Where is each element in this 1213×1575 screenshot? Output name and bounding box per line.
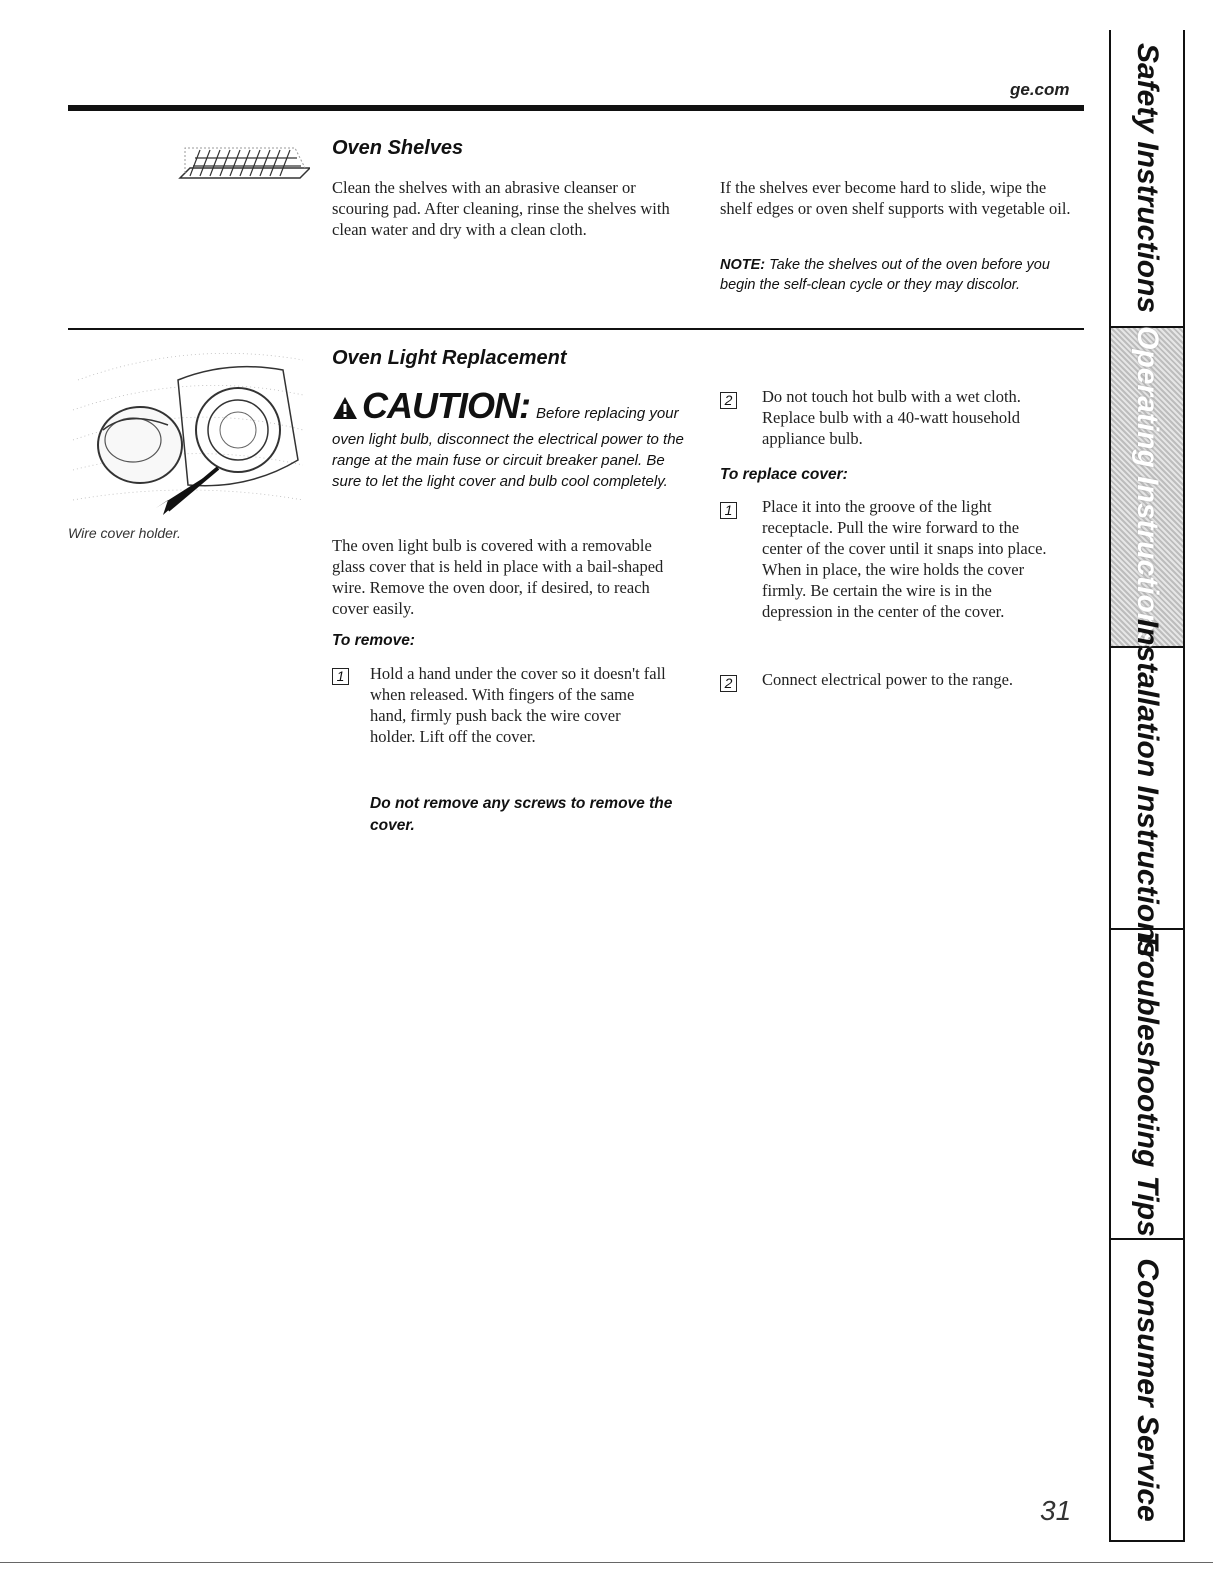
- oven-shelves-heading: Oven Shelves: [332, 137, 464, 159]
- tab-troubleshooting-label: Troubleshooting Tips: [1131, 931, 1164, 1237]
- tab-safety-instructions[interactable]: [1111, 30, 1183, 328]
- top-rule: [68, 105, 1084, 111]
- tab-operating-label: Operating Instructions: [1131, 326, 1164, 648]
- note-body: Take the shelves out of the oven before you begin the self-clean cycle or they may discolor.: [720, 257, 1050, 293]
- illustration-caption: Wire cover holder.: [68, 525, 181, 541]
- step-1-box: 1: [332, 668, 349, 685]
- oven-light-illustration: [68, 340, 308, 524]
- note-label: NOTE:: [720, 257, 766, 273]
- shelves-sliding-text: If the shelves ever become hard to slide, wipe the shelf edges or oven shelf supports with vegetable oil.: [720, 178, 1071, 218]
- shelves-note: [720, 255, 1060, 295]
- replace-step-1-text: Place it into the groove of the light receptacle. Pull the wire forward to the center of the cover until it snaps into place. When in place, the wire holds the cover firmly. Be certain the wire is in the depression in the center of the cover.: [762, 497, 1047, 621]
- site-url: ge.com: [1010, 80, 1070, 99]
- tab-consumer-service[interactable]: [1111, 1240, 1183, 1542]
- tab-consumer-label: Consumer Service: [1131, 1258, 1164, 1522]
- tab-troubleshooting-tips[interactable]: [1111, 930, 1183, 1240]
- step-2-box: 2: [720, 392, 737, 409]
- oven-shelf-illustration: [165, 128, 310, 194]
- caution-label: CAUTION:: [362, 385, 530, 426]
- bulb-step-2-text: Do not touch hot bulb with a wet cloth. Replace bulb with a 40-watt household appliance bulb.: [762, 387, 1021, 448]
- page-number: 31: [1040, 1495, 1072, 1526]
- caution-intro: Before replacing your: [535, 405, 679, 422]
- bottom-rule: [0, 1562, 1213, 1563]
- section-divider: [68, 328, 1084, 330]
- tab-safety-label: Safety Instructions: [1131, 42, 1164, 314]
- replace-step-1-box: 1: [720, 502, 737, 519]
- replace-step-2-text: Connect electrical power to the range.: [762, 670, 1014, 689]
- caution-text: oven light bulb, disconnect the electrical power to the range at the main fuse or circuit breaker panel. Be sure to let the light cover and bulb cool completely.: [332, 431, 684, 490]
- oven-light-heading: Oven Light Replacement: [332, 347, 567, 369]
- tab-installation-label: Installation Instructions: [1131, 618, 1164, 958]
- shelves-cleaning-text: Clean the shelves with an abrasive cleanser or scouring pad. After cleaning, rinse the shelves with clean water and dry with a clean cloth.: [332, 178, 670, 239]
- section-sidebar: [1109, 30, 1185, 1542]
- to-replace-heading: To replace cover:: [720, 466, 848, 483]
- replace-step-2-box: 2: [720, 675, 737, 692]
- tab-operating-instructions[interactable]: [1111, 328, 1183, 648]
- to-remove-heading: To remove:: [332, 632, 415, 649]
- warning-triangle-icon: [332, 396, 358, 420]
- screws-warning: Do not remove any screws to remove the cover.: [370, 795, 673, 834]
- light-intro-text: The oven light bulb is covered with a removable glass cover that is held in place with a bail-shaped wire. Remove the oven door, if desired, to reach cover easily.: [332, 536, 664, 618]
- remove-step-1-text: Hold a hand under the cover so it doesn't fall when released. With fingers of the same hand, firmly push back the wire cover holder. Lift off the cover.: [370, 664, 666, 746]
- caution-block: [332, 385, 692, 492]
- tab-installation-instructions[interactable]: [1111, 618, 1183, 958]
